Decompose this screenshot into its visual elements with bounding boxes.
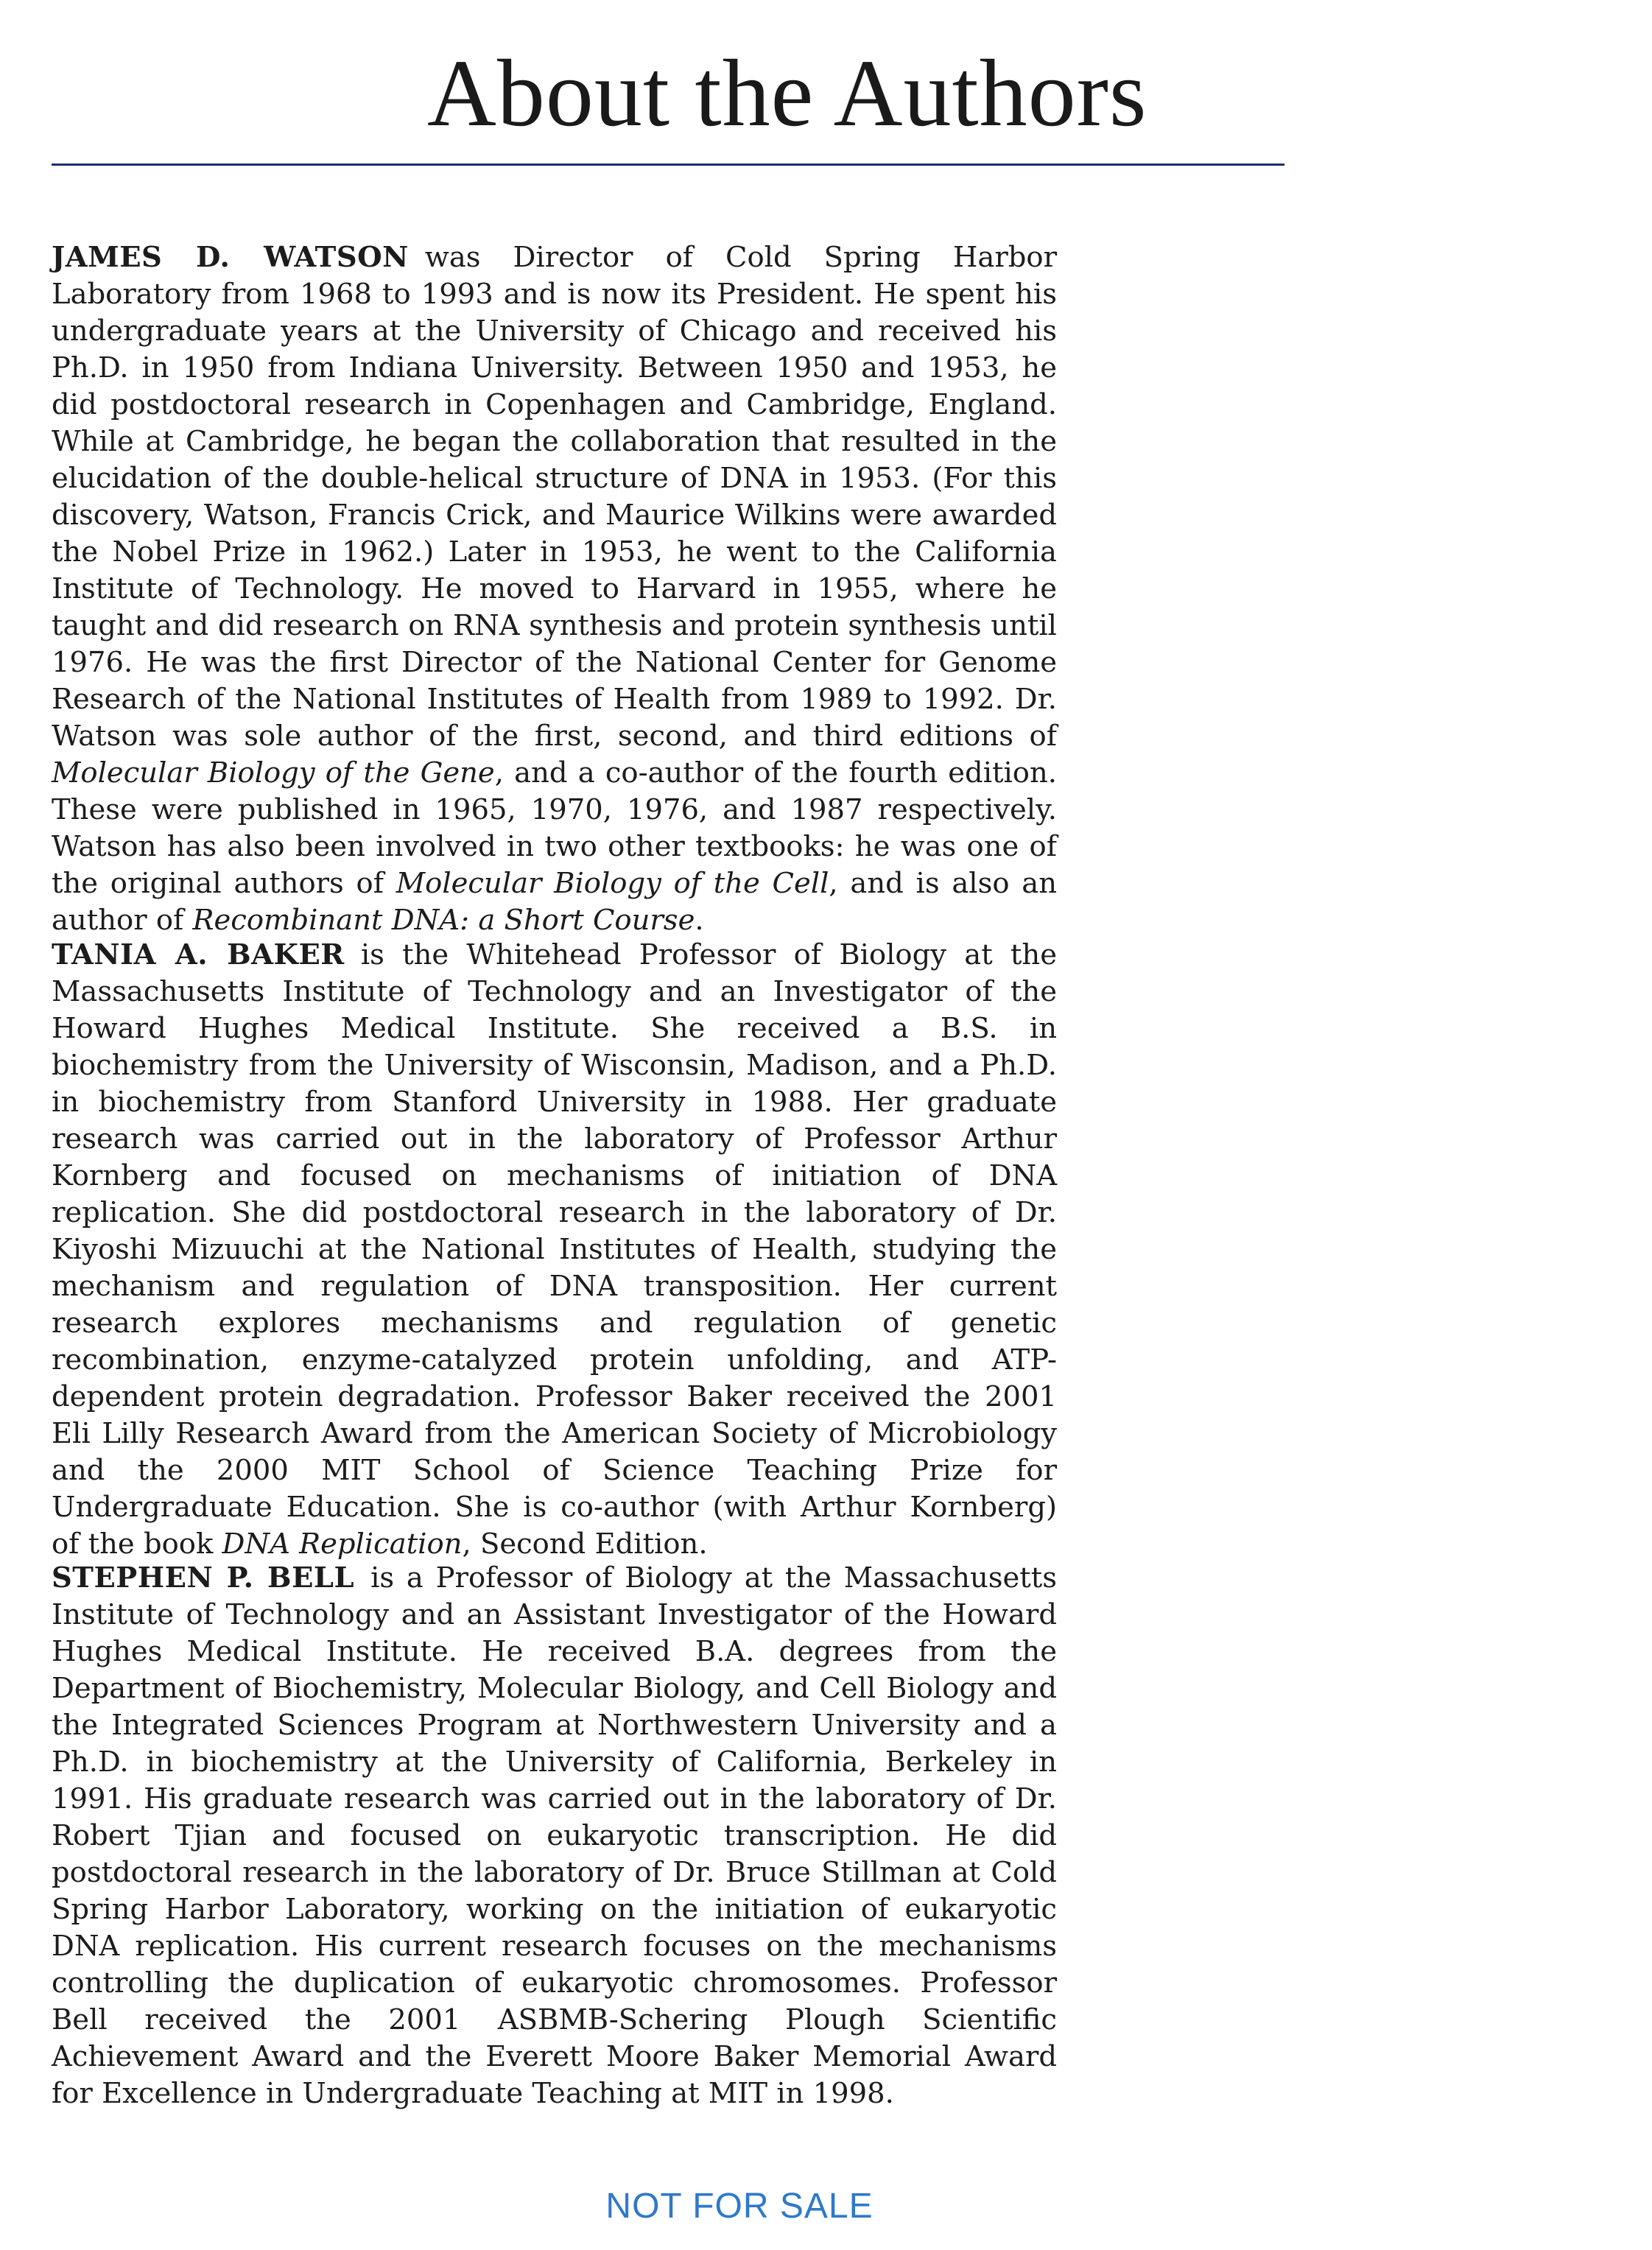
bio-text: is the Whitehead Professor of Biology at the Massachusetts Institute of Technology and an Investigator of the Howard Hughes Medical Institute. She received a B.S. in biochemistry from the University of Wisconsin, Madison, and a Ph.D. in biochemistry from Stanford University in 1988. Her graduate research was carried out in the laboratory of Professor Arthur Kornberg and focused on mechanisms of initiation of DNA replication. She did postdoctoral research in the laboratory of Dr. Kiyoshi Mizuuchi at the National Institutes of Health, studying the mechanism and regulation of DNA transposition. Her current research explores mechanisms and regulation of genetic recombination, enzyme-catalyzed protein unfolding, and ATP-dependent protein degradation. Professor Baker received the 2001 Eli Lilly Research Award from the American Society of Microbiology and the 2000 MIT School of Science Teaching Prize for Undergraduate Education. She is co-author (with Arthur Kornberg) of the book xyxy=(52,938,1057,1561)
author-name: TANIA A. BAKER xyxy=(52,938,345,971)
author-bio-baker xyxy=(52,937,1057,1563)
bio-text: , and a co-author of the fourth edition. These were published in 1965, 1970, 1976, and 1987 respectively. Watson has also been involved in two other textbooks: he was one of the original authors of xyxy=(52,756,1058,900)
book-title: DNA Replication xyxy=(222,1527,463,1561)
bio-text: , Second Edition. xyxy=(462,1527,708,1561)
page-title: About the Authors xyxy=(427,41,1147,147)
author-name: STEPHEN P. BELL xyxy=(52,1561,355,1595)
author-name: JAMES D. WATSON xyxy=(52,241,409,274)
book-title: Molecular Biology of the Gene xyxy=(52,756,495,790)
not-for-sale-stamp: NOT FOR SALE xyxy=(605,2187,874,2226)
bio-text: was Director of Cold Spring Harbor Laboratory from 1968 to 1993 and is now its President. He spent his undergraduate years at the University of Chicago and received his Ph.D. in 1950 from Indiana University. Between 1950 and 1953, he did postdoctoral research in Copenhagen and Cambridge, England. While at Cambridge, he began the collaboration that resulted in the elucidation of the double-helical structure of DNA in 1953. (For this discovery, Watson, Francis Crick, and Maurice Wilkins were awarded the Nobel Prize in 1962.) Later in 1953, he went to the California Institute of Technology. He moved to Harvard in 1955, where he taught and did research on RNA synthesis and protein synthesis until 1976. He was the first Director of the National Center for Genome Research of the National Institutes of Health from 1989 to 1992. Dr. Watson was sole author of the first, second, and third editions of xyxy=(52,241,1057,753)
author-bio-watson xyxy=(52,239,1057,939)
book-title: Molecular Biology of the Cell xyxy=(396,867,829,900)
bio-text: . xyxy=(695,904,704,937)
bio-text: is a Professor of Biology at the Massachusetts Institute of Technology and an Assistant Investigator of the Howard Hughes Medical Institute. He received B.A. degrees from the Department of Biochemistry, Molecular Biology, and Cell Biology and the Integrated Sciences Program at Northwestern University and a Ph.D. in biochemistry at the University of California, Berkeley in 1991. His graduate research was carried out in the laboratory of Dr. Robert Tjian and focused on eukaryotic transcription. He did postdoctoral research in the laboratory of Dr. Bruce Stillman at Cold Spring Harbor Laboratory, working on the initiation of eukaryotic DNA replication. His current research focuses on the mechanisms controlling the duplication of eukaryotic chromosomes. Professor Bell received the 2001 ASBMB-Schering Plough Scientific Achievement Award and the Everett Moore Baker Memorial Award for Excellence in Undergraduate Teaching at MIT in 1998. xyxy=(52,1561,1057,2110)
book-title: Recombinant DNA: a Short Course xyxy=(192,904,695,937)
bio-text: , and is also an author of xyxy=(52,867,1058,937)
author-bio-bell xyxy=(52,1560,1057,2112)
title-divider xyxy=(52,164,1284,166)
